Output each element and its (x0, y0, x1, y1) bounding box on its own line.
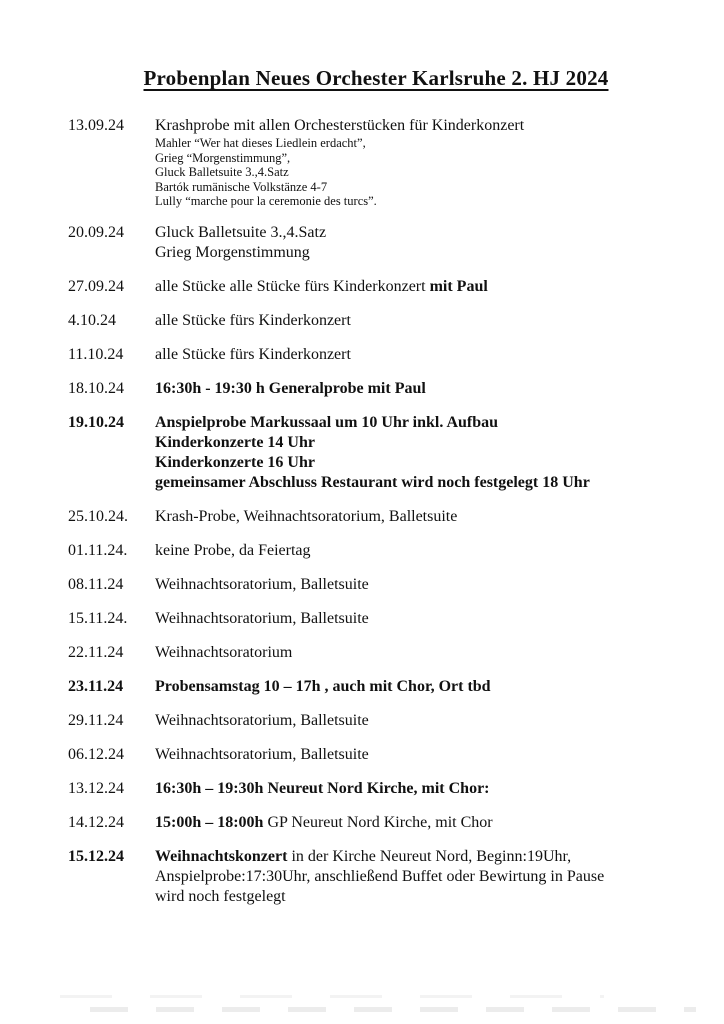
entry-content (155, 345, 684, 365)
entry-date: 15.12.24 (68, 847, 124, 865)
text-segment: Krashprobe mit allen Orchesterstücken für Kinderkonzert (155, 117, 525, 134)
schedule-entry (68, 277, 684, 297)
text-segment: gemeinsamer Abschluss Restaurant wird noch festgelegt 18 Uhr (155, 473, 590, 491)
entry-date: 19.10.24 (68, 413, 124, 431)
schedule-entry (68, 745, 684, 765)
entry-date: 15.11.24. (68, 609, 128, 627)
entry-line (155, 243, 684, 263)
piece-line: Bartók rumänische Volkstänze 4-7 (155, 179, 328, 194)
entry-line (155, 379, 684, 399)
entry-line (155, 745, 684, 765)
entry-line (155, 507, 684, 527)
entry-line (155, 413, 684, 433)
piece-line: Lully “marche pour la ceremonie des turcs”. (155, 194, 377, 209)
piece-line: Grieg “Morgenstimmung”, (155, 150, 291, 165)
entry-line (155, 847, 684, 867)
entry-date: 27.09.24 (68, 277, 124, 295)
entry-content (155, 711, 684, 731)
entry-line (155, 643, 684, 663)
schedule-entry (68, 643, 684, 663)
entry-date: 08.11.24 (68, 575, 124, 593)
schedule-entry (68, 575, 684, 595)
schedule-list (68, 116, 684, 907)
entry-date: 13.12.24 (68, 779, 124, 797)
entry-content (155, 541, 684, 561)
entry-content (155, 413, 684, 493)
schedule-entry (68, 413, 684, 493)
entry-date: 13.09.24 (68, 117, 124, 134)
entry-date: 29.11.24 (68, 711, 124, 729)
entry-content (155, 507, 684, 527)
text-segment: Weihnachtsoratorium, Balletsuite (155, 609, 369, 627)
entry-date: 06.12.24 (68, 745, 124, 763)
text-segment: Kinderkonzerte 14 Uhr (155, 433, 315, 451)
text-segment: Weihnachtsoratorium (155, 643, 293, 661)
page-title: Probenplan Neues Orchester Karlsruhe 2. HJ 2024 (143, 66, 609, 90)
entry-date: 25.10.24. (68, 507, 128, 525)
text-segment: 16:30h – 19:30h Neureut Nord Kirche, mit Chor: (155, 779, 490, 797)
text-segment: Anspielprobe Markussaal um 10 Uhr inkl. Aufbau (155, 413, 499, 431)
entry-date: 23.11.24 (68, 677, 124, 695)
entry-line (155, 223, 684, 243)
entry-line (155, 677, 684, 697)
schedule-entry (68, 379, 684, 399)
entry-line (155, 541, 684, 561)
scan-artifacts (90, 1007, 696, 1012)
text-segment: Weihnachtsoratorium, Balletsuite (155, 745, 369, 763)
schedule-entry (68, 609, 684, 629)
entry-content (155, 745, 684, 765)
entry-date: 18.10.24 (68, 379, 124, 397)
entry-content (155, 779, 684, 799)
entry-date: 01.11.24. (68, 541, 128, 559)
entry-content (155, 609, 684, 629)
entry-content (155, 677, 684, 697)
entry-line (155, 867, 684, 887)
entry-date: 4.10.24 (68, 311, 116, 329)
schedule-entry (68, 223, 684, 263)
text-segment: keine Probe, da Feiertag (155, 541, 311, 559)
entry-content (155, 379, 684, 399)
text-segment: mit Paul (429, 277, 488, 295)
entry-content (155, 813, 684, 833)
entry-line (155, 711, 684, 731)
schedule-entry (68, 677, 684, 697)
schedule-entry (68, 711, 684, 731)
entry-piece-list (155, 136, 684, 209)
text-segment: Krash-Probe, Weihnachtsoratorium, Balletsuite (155, 507, 458, 525)
text-segment: 15:00h – 18:00h (155, 813, 264, 831)
text-segment: alle Stücke fürs Kinderkonzert (155, 311, 351, 329)
piece-line: Mahler “Wer hat dieses Liedlein erdacht”, (155, 136, 366, 150)
entry-line (155, 453, 684, 473)
text-segment: GP Neureut Nord Kirche, mit Chor (263, 813, 493, 831)
entry-line (155, 433, 684, 453)
entry-date: 11.10.24 (68, 345, 124, 363)
entry-content (155, 277, 684, 297)
entry-line (155, 311, 684, 331)
schedule-entry (68, 345, 684, 365)
entry-content (155, 311, 684, 331)
entry-line (155, 575, 684, 595)
text-segment: Weihnachtskonzert (155, 847, 288, 865)
text-segment: in der Kirche Neureut Nord, Beginn:19Uhr, (287, 847, 572, 865)
schedule-entry (68, 116, 684, 209)
entry-content (155, 643, 684, 663)
entry-content (155, 116, 684, 209)
entry-content (155, 223, 684, 263)
text-segment: Weihnachtsoratorium, Balletsuite (155, 711, 369, 729)
text-segment: alle Stücke alle Stücke fürs Kinderkonzert (155, 277, 430, 295)
text-segment: Kinderkonzerte 16 Uhr (155, 453, 315, 471)
schedule-entry (68, 507, 684, 527)
scan-artifacts-faint (60, 995, 604, 998)
text-segment: alle Stücke fürs Kinderkonzert (155, 345, 351, 363)
text-segment: Grieg Morgenstimmung (155, 243, 310, 261)
entry-line (155, 779, 684, 799)
text-segment: Probensamstag 10 – 17h , auch mit Chor, Ort tbd (155, 677, 491, 695)
piece-line: Gluck Balletsuite 3.,4.Satz (155, 165, 289, 180)
entry-line (155, 473, 684, 493)
entry-line (155, 609, 684, 629)
entry-line (155, 345, 684, 365)
entry-line (155, 887, 684, 907)
text-segment: Anspielprobe:17:30Uhr, anschließend Buffet oder Bewirtung in Pause (155, 867, 605, 885)
entry-content (155, 847, 684, 907)
schedule-entry (68, 311, 684, 331)
schedule-entry (68, 813, 684, 833)
entry-content (155, 575, 684, 595)
entry-line (155, 277, 684, 297)
text-segment: Weihnachtsoratorium, Balletsuite (155, 575, 369, 593)
text-segment: 16:30h - 19:30 h Generalprobe mit Paul (155, 379, 426, 397)
schedule-entry (68, 779, 684, 799)
entry-date: 22.11.24 (68, 643, 124, 661)
entry-line (155, 813, 684, 833)
entry-date: 14.12.24 (68, 813, 124, 831)
schedule-entry (68, 541, 684, 561)
text-segment: Gluck Balletsuite 3.,4.Satz (155, 223, 327, 241)
entry-date: 20.09.24 (68, 223, 124, 241)
schedule-entry (68, 847, 684, 907)
text-segment: wird noch festgelegt (155, 887, 286, 905)
entry-line (155, 116, 684, 136)
